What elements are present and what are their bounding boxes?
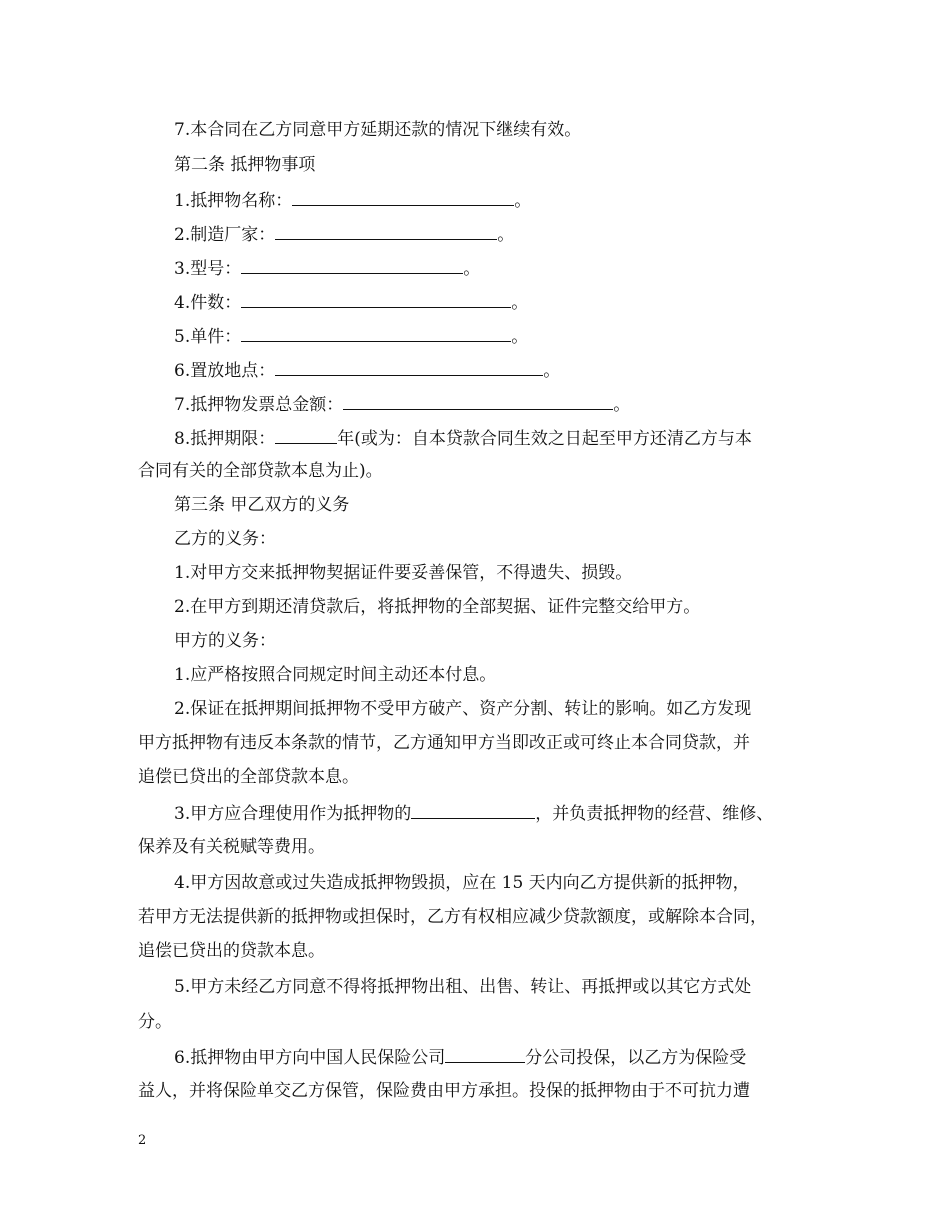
clause-line: 8.抵押期限： 年(或为：自本贷款合同生效之日起至甲方还清乙方与本 <box>174 426 828 451</box>
page-number: 2 <box>138 1133 147 1148</box>
clause-line: 7.抵押物发票总金额： 。 <box>174 392 828 417</box>
clause-line: 4.甲方因故意或过失造成抵押物毁损，应在 15 天内向乙方提供新的抵押物， <box>174 873 750 893</box>
clause-line: 分。 <box>138 1012 172 1032</box>
section-heading: 第三条 甲乙双方的义务 <box>174 495 350 515</box>
clause-line: 1.应严格按照合同规定时间主动还本付息。 <box>174 665 497 685</box>
clause-line: 6.抵押物由甲方向中国人民保险公司 分公司投保，以乙方为保险受 <box>174 1045 828 1070</box>
fill-blank <box>275 222 497 240</box>
subheading: 乙方的义务： <box>174 529 276 549</box>
clause-line: 合同有关的全部贷款本息为止)。 <box>138 461 383 481</box>
fill-blank <box>241 290 511 308</box>
fill-blank <box>241 324 511 342</box>
clause-line: 1.抵押物名称： 。 <box>174 188 828 213</box>
fill-blank <box>292 188 514 206</box>
clause-line: 6.置放地点： 。 <box>174 358 828 383</box>
clause-line: 追偿已贷出的贷款本息。 <box>138 941 325 961</box>
fill-blank <box>241 256 463 274</box>
clause-line: 保养及有关税赋等费用。 <box>138 837 325 857</box>
clause-line: 1.对甲方交来抵押物契据证件要妥善保管，不得遗失、损毁。 <box>174 563 633 583</box>
section-heading: 第二条 抵押物事项 <box>174 155 316 175</box>
clause-line: 甲方抵押物有违反本条款的情节，乙方通知甲方当即改正或可终止本合同贷款，并 <box>138 733 750 753</box>
fill-blank <box>275 426 337 444</box>
clause-line: 4.件数： 。 <box>174 290 828 315</box>
clause-line: 2.保证在抵押期间抵押物不受甲方破产、资产分割、转让的影响。如乙方发现 <box>174 699 752 719</box>
clause-line: 5.甲方未经乙方同意不得将抵押物出租、出售、转让、再抵押或以其它方式处 <box>174 977 752 997</box>
clause-line: 若甲方无法提供新的抵押物或担保时，乙方有权相应减少贷款额度，或解除本合同， <box>138 907 767 927</box>
clause-line: 2.制造厂家： 。 <box>174 222 828 247</box>
clause-line: 2.在甲方到期还清贷款后，将抵押物的全部契据、证件完整交给甲方。 <box>174 597 701 617</box>
clause-line: 益人，并将保险单交乙方保管，保险费由甲方承担。投保的抵押物由于不可抗力遭 <box>138 1081 750 1101</box>
fill-blank <box>411 801 535 819</box>
clause-line: 5.单件： 。 <box>174 324 828 349</box>
fill-blank <box>343 392 613 410</box>
subheading: 甲方的义务： <box>174 631 276 651</box>
fill-blank <box>275 358 543 376</box>
clause-line: 3.型号： 。 <box>174 256 828 281</box>
clause-line: 追偿已贷出的全部贷款本息。 <box>138 767 359 787</box>
clause-line: 3.甲方应合理使用作为抵押物的 ，并负责抵押物的经营、维修、 <box>174 801 828 826</box>
clause-line: 7.本合同在乙方同意甲方延期还款的情况下继续有效。 <box>174 120 582 140</box>
fill-blank <box>445 1045 525 1063</box>
